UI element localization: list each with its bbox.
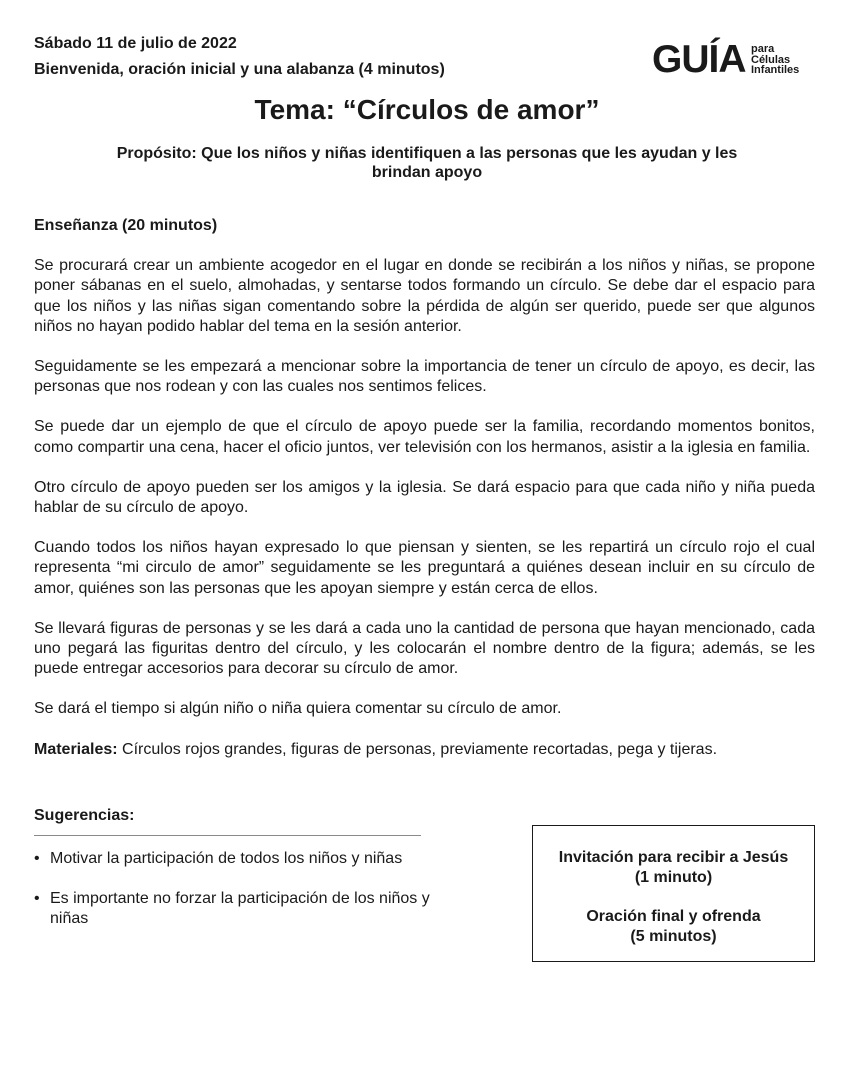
suggestions-title: Sugerencias: [34, 807, 135, 824]
logo-sub-line: para [751, 43, 775, 55]
teaching-paragraph: Cuando todos los niños hayan expresado lo que piensan y sienten, se les repartirá un círculo rojo el cual representa “mi circulo de amor” seguidamente se les preguntará a quiénes desean incluir en su círculo de amor, quiénes son las personas que les apoyan siempre y están cerca de ellos. [34, 539, 815, 597]
list-item [34, 889, 464, 929]
logo-wordmark: GUÍA [652, 38, 746, 81]
bullet-icon: • [34, 890, 40, 907]
teaching-paragraph: Se puede dar un ejemplo de que el círculo de apoyo puede ser la familia, recordando momentos bonitos, como compartir una cena, hacer el oficio juntos, ver televisión con los hermanos, asistir a la iglesia en familia. [34, 418, 815, 456]
invitation-time: (1 minuto) [634, 869, 713, 886]
logo-subtitle [751, 44, 799, 76]
teaching-paragraph: Seguidamente se les empezará a mencionar sobre la importancia de tener un círculo de apoyo, es decir, las personas que nos rodean y con las cuales nos sentimos felices. [34, 358, 815, 396]
suggestions-list [34, 849, 464, 949]
welcome-line: Bienvenida, oración inicial y una alabanza (4 minutos) [34, 61, 445, 78]
teaching-paragraph: Se llevará figuras de personas y se les dará a cada uno la cantidad de persona que hayan mencionado, cada uno pegará las figuritas dentro del círculo, y les colocarán el nombre dentro de la figura; además, se les puede entregar accesorios para decorar su círculo de amor. [34, 619, 815, 678]
materials-label: Materiales: [34, 740, 118, 758]
suggestion-text: Es importante no forzar la participación de los niños y niñas [50, 890, 430, 927]
prayer-label: Oración final y ofrenda [586, 908, 761, 925]
session-date: Sábado 11 de julio de 2022 [34, 35, 237, 52]
materials-line [34, 740, 815, 760]
suggestions-divider [34, 835, 421, 836]
teaching-paragraph: Se procurará crear un ambiente acogedor en el lugar en donde se recibirán a los niños y niñas, se propone poner sábanas en el suelo, almohadas, y sentarse todos formando un círculo. Se debe dar el espacio para que los niños y las niñas sigan comentando sobre la pérdida de algún ser querido, puede ser que algunos niños no hayan podido hablar del tema en la sesión anterior. [34, 257, 815, 335]
closing-box [532, 825, 815, 962]
logo-sub-line: Infantiles [751, 64, 800, 76]
logo-sub-line: Células [751, 53, 791, 66]
purpose-statement: Propósito: Que los niños y niñas identifiquen a las personas que les ayudan y les brindan apoyo [116, 145, 738, 181]
bullet-icon: • [34, 850, 40, 867]
teaching-section [34, 216, 815, 780]
teaching-paragraph: Se dará el tiempo si algún niño o niña quiera comentar su círculo de amor. [34, 700, 562, 718]
suggestion-text: Motivar la participación de todos los niños y niñas [50, 850, 403, 867]
prayer-time: (5 minutos) [630, 928, 717, 945]
list-item [34, 849, 464, 869]
teaching-heading: Enseñanza (20 minutos) [34, 217, 218, 234]
materials-text: Círculos rojos grandes, figuras de personas, previamente recortadas, pega y tijeras. [117, 740, 718, 758]
guia-logo [652, 40, 822, 80]
teaching-paragraph: Otro círculo de apoyo pueden ser los amigos y la iglesia. Se dará espacio para que cada niño y niña pueda hablar de su círculo de apoyo. [34, 478, 815, 517]
invitation-label: Invitación para recibir a Jesús [558, 849, 789, 866]
page-title: Tema: “Círculos de amor” [254, 94, 600, 125]
